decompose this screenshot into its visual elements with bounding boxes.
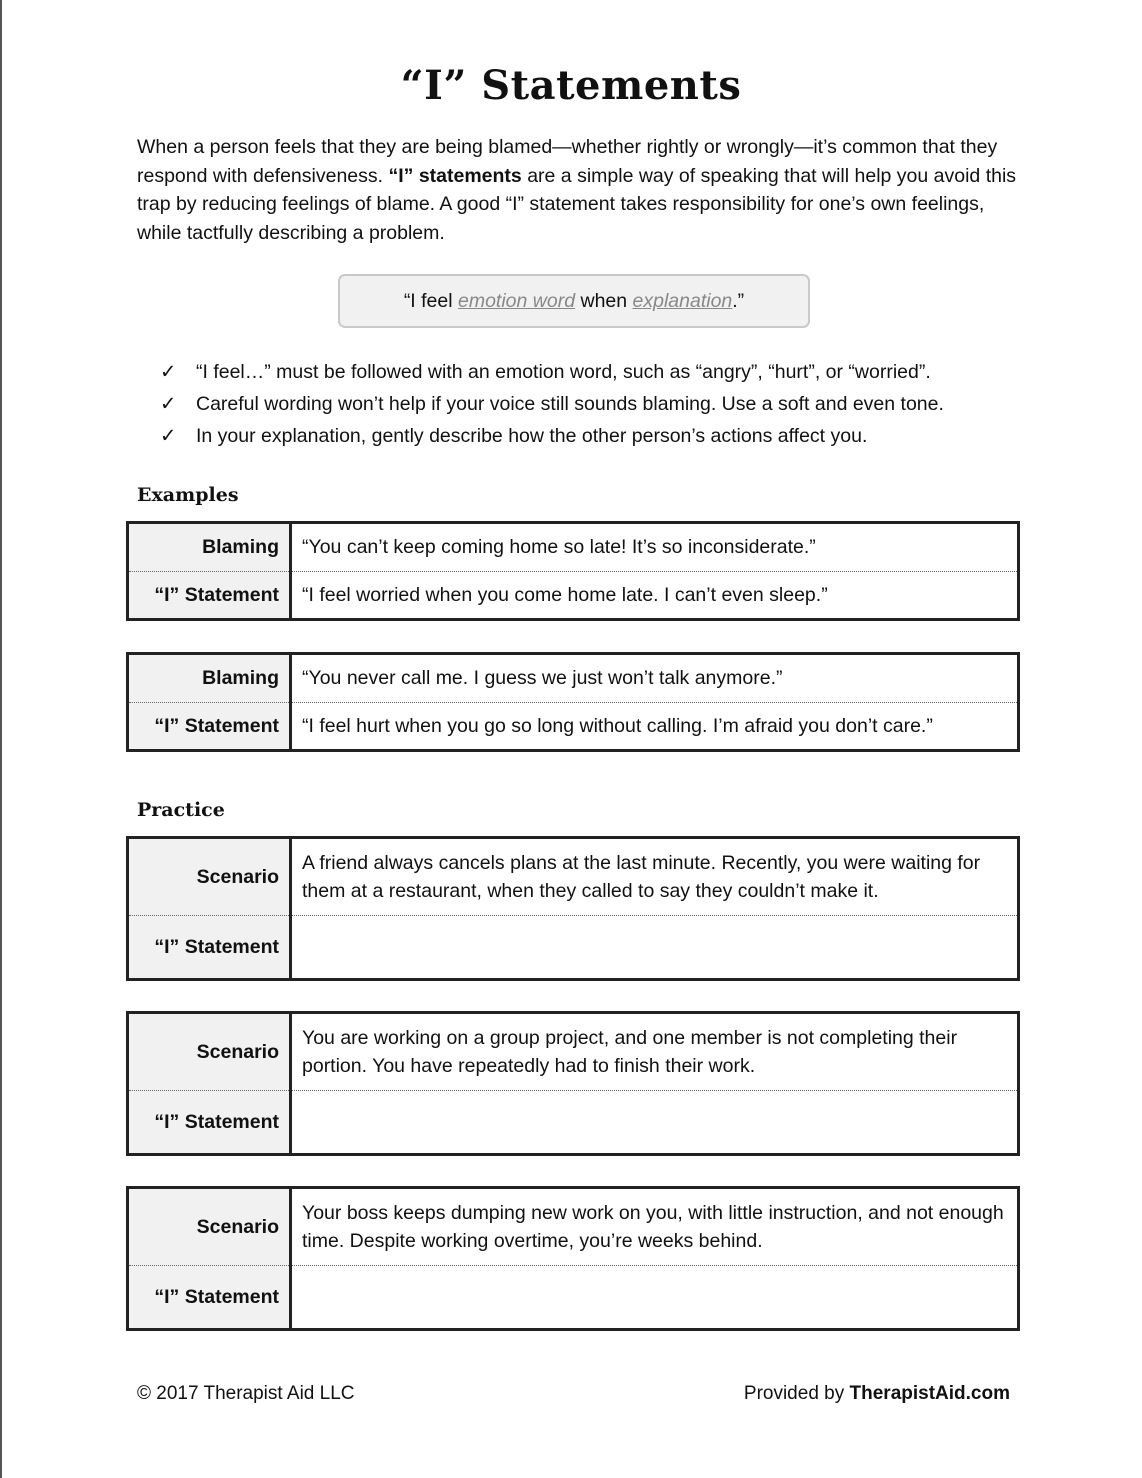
tip-item: [160, 420, 944, 452]
row-label: Blaming: [128, 654, 291, 703]
site-link[interactable]: TherapistAid.com: [849, 1383, 1010, 1404]
table-row: [128, 523, 1019, 572]
tip-text: In your explanation, gently describe how the other person’s actions affect you.: [196, 425, 868, 447]
table-row: [128, 916, 1019, 980]
formula-box: [338, 274, 810, 328]
formula-emotion-placeholder: emotion word: [458, 290, 576, 312]
table-row: [128, 654, 1019, 703]
practice-table: [126, 836, 1020, 981]
formula-suffix: .”: [732, 290, 745, 312]
table-row: [128, 1188, 1019, 1266]
row-text: “You never call me. I guess we just won’t talk anymore.”: [302, 667, 783, 689]
formula-prefix: “I feel: [403, 290, 458, 312]
table-row: [128, 703, 1019, 751]
row-label: Scenario: [128, 1188, 291, 1266]
row-label: “I” Statement: [128, 1266, 291, 1330]
scenario-text: Your boss keeps dumping new work on you, with little instruction, and not enough time. Despite working overtime, you’re weeks behind.: [302, 1202, 1004, 1252]
check-icon: ✓: [160, 361, 177, 383]
tips-list: [160, 356, 944, 452]
row-text: “I feel worried when you come home late. I can’t even sleep.”: [291, 572, 1019, 620]
row-label: Blaming: [128, 523, 291, 572]
check-icon: ✓: [160, 425, 177, 447]
table-row: [128, 1266, 1019, 1330]
tip-item: [160, 388, 944, 420]
row-label: Scenario: [128, 1013, 291, 1091]
page-edge: [0, 0, 2, 1478]
scenario-text: You are working on a group project, and one member is not completing their portion. You have repeatedly had to finish their work.: [302, 1027, 958, 1077]
page-title: “I” Statements: [400, 62, 742, 109]
table-row: [128, 1013, 1019, 1091]
row-label: “I” Statement: [128, 572, 291, 620]
copyright: © 2017 Therapist Aid LLC: [137, 1383, 355, 1404]
intro-text-2: are a simple way of speaking that will help you avoid this trap by reducing feelings of blame. A good “I” statement takes responsibility for one’s own feelings, while tactfully describing a problem.: [137, 164, 1017, 244]
row-label: “I” Statement: [128, 1091, 291, 1155]
intro-bold: “I” statements: [388, 164, 522, 187]
tip-text: Careful wording won’t help if your voice still sounds blaming. Use a soft and even tone.: [196, 393, 944, 415]
answer-field[interactable]: [291, 1091, 1019, 1155]
formula-middle: when: [575, 290, 633, 312]
practice-table: [126, 1011, 1020, 1156]
answer-field[interactable]: [291, 916, 1019, 980]
row-label: “I” Statement: [128, 916, 291, 980]
practice-table: [126, 1186, 1020, 1331]
provided-prefix: Provided by: [743, 1383, 850, 1404]
tip-item: [160, 356, 944, 388]
practice-heading: Practice: [137, 799, 225, 821]
row-label: “I” Statement: [128, 703, 291, 751]
examples-heading: Examples: [137, 484, 239, 506]
example-table: [126, 652, 1020, 752]
example-table: [126, 521, 1020, 621]
table-row: [128, 838, 1019, 916]
check-icon: ✓: [160, 393, 177, 415]
row-label: Scenario: [128, 838, 291, 916]
table-row: [128, 1091, 1019, 1155]
answer-field[interactable]: [291, 1266, 1019, 1330]
tip-text: “I feel…” must be followed with an emotion word, such as “angry”, “hurt”, or “worried”.: [196, 361, 931, 383]
intro-paragraph: [137, 133, 1017, 247]
row-text: “I feel hurt when you go so long without calling. I’m afraid you don’t care.”: [291, 703, 1019, 751]
scenario-text: A friend always cancels plans at the last minute. Recently, you were waiting for them at a restaurant, when they called to say they couldn’t make it.: [302, 852, 981, 902]
row-text: “You can’t keep coming home so late! It’s so inconsiderate.”: [302, 536, 816, 558]
provided-by: [744, 1383, 1010, 1405]
table-row: [128, 572, 1019, 620]
formula-explanation-placeholder: explanation: [632, 290, 733, 312]
intro-text-1: When a person feels that they are being blamed—whether rightly or wrongly—it’s common that they respond with defensiveness.: [137, 136, 998, 187]
